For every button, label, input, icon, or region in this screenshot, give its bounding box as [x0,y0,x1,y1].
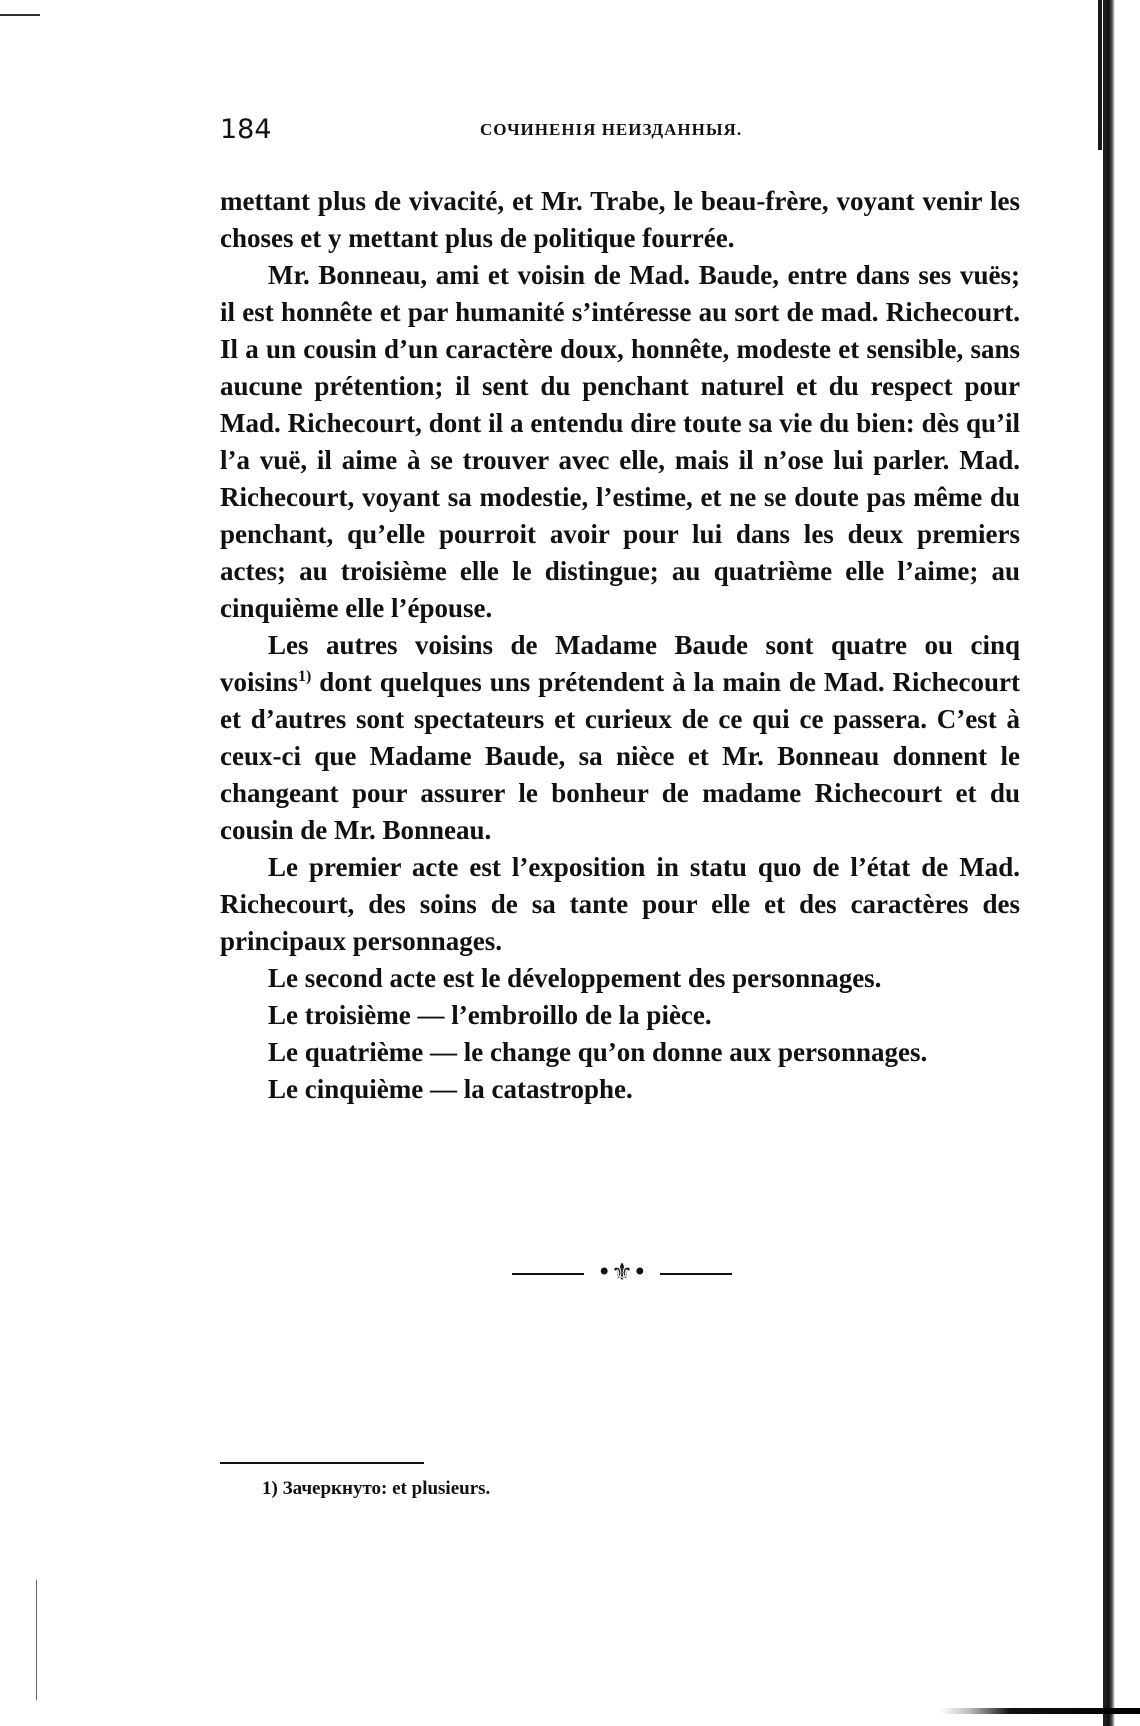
body-text [220,183,1020,1108]
scan-artifact-bottom [940,1708,1140,1714]
paragraph-neighbours-end: dont quelques uns prétendent à la main de Mad. Richecourt et d’autres sont spectateurs et curieux de ce qui ce passera. C’est à ceux-ci que Madame Baude, sa nièce et Mr. Bonneau donnent le changeant pour assurer le bonheur de madame Richecourt et du cousin de Mr. Bonneau. [220,667,1020,845]
footnote-rule [220,1462,424,1464]
paragraph-act-two: Le second acte est le développement des personnages. [268,963,882,993]
scan-artifact-left-line [36,1580,37,1700]
footnote: 1) Зачеркнуто: et plusieurs. [262,1478,491,1499]
page-number: 184 [220,114,272,145]
footnote-reference: 1) [298,668,312,685]
ornament-line-left [512,1273,584,1275]
paragraph-act-one: Le premier acte est l’exposition in statu quo de l’état de Mad. Richecourt, des soins de sa tante pour elle et des caractères des principaux personnages. [220,852,1020,956]
paragraph-act-three: Le troisième — l’embroillo de la pièce. [268,1000,712,1030]
scan-artifact-top-left [0,14,40,16]
scan-edge-shadow-top [1098,0,1102,150]
page-header [220,114,1020,148]
fleuron-icon: •⚜• [597,1258,647,1286]
ornament-line-right [660,1273,732,1275]
paragraph-bonneau: Mr. Bonneau, ami et voisin de Mad. Baude, entre dans ses vuës; il est honnête et par humanité s’intéresse au sort de mad. Richecourt. Il a un cousin d’un caractère doux, honnête, modeste et sensible, sans aucune prétention; il sent du penchant naturel et du respect pour Mad. Richecourt, dont il a entendu dire toute sa vie du bien: dès qu’il l’a vuë, il aime à se trouver avec elle, mais il n’ose lui parler. Mad. Richecourt, voyant sa modestie, l’estime, et ne se doute pas même du penchant, qu’elle pourroit avoir pour lui dans les deux premiers actes; au troisième elle le distingue; au quatrième elle l’aime; au cinquième elle l’épouse. [220,260,1020,623]
paragraph-neighbours [220,627,1020,849]
paragraph-act-four: Le quatrième — le change qu’on donne aux personnages. [268,1037,928,1067]
paragraph-act-five: Le cinquième — la catastrophe. [268,1074,633,1104]
end-ornament [512,1258,732,1286]
scan-edge-shadow [1103,0,1115,1726]
running-title: СОЧИНЕНІЯ НЕИЗДАННЫЯ. [480,120,743,139]
paragraph-neighbours-start: Les autres voisins de Madame Baude sont quatre ou cinq voisins [220,630,1020,697]
paragraph-continuation: mettant plus de vivacité, et Mr. Trabe, le beau-frère, voyant venir les choses et y mettant plus de politique fourrée. [220,186,1020,253]
